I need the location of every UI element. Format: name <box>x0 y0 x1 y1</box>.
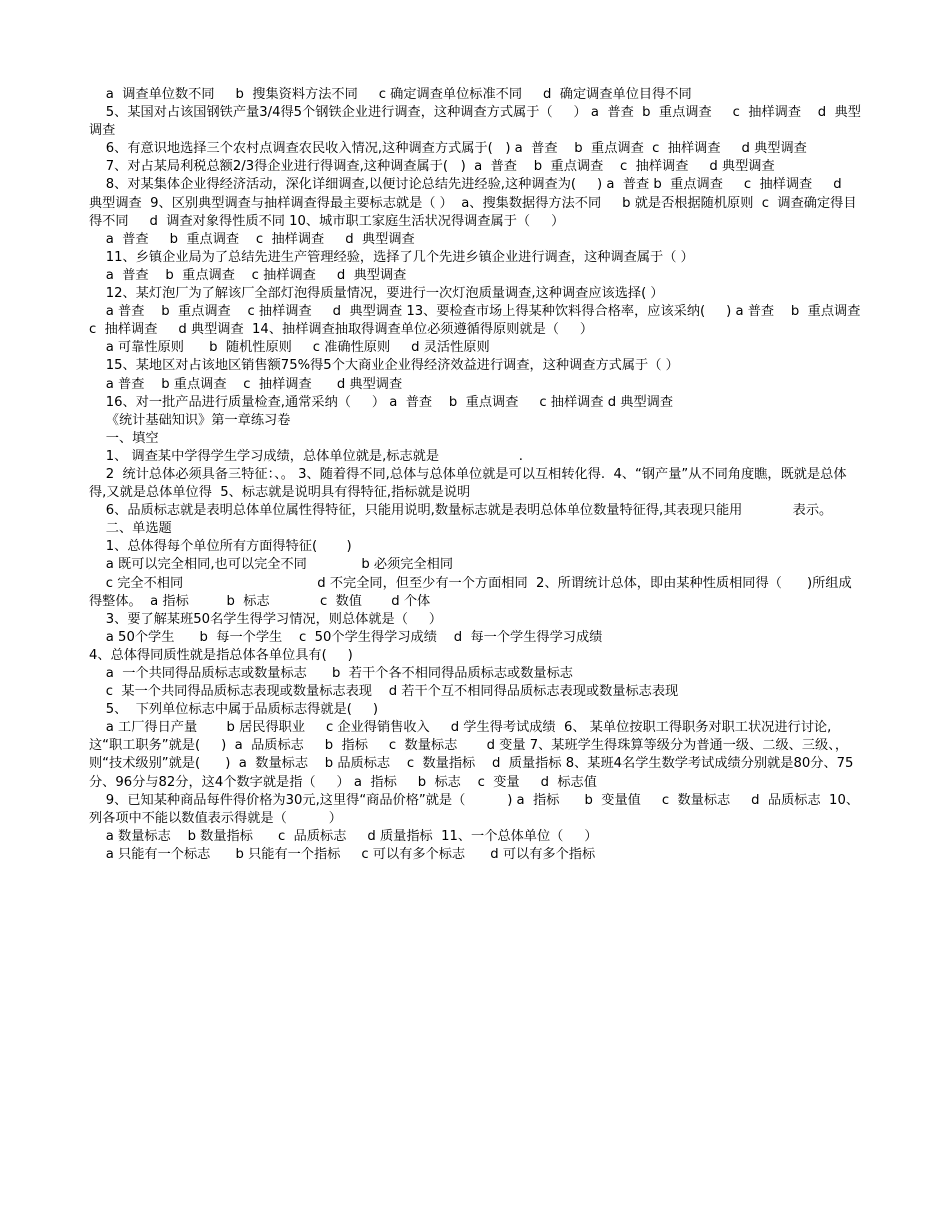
text-line: 1、总体得每个单位所有方面得特征( ) <box>89 539 352 555</box>
section-heading: 二、单选题 <box>89 521 172 537</box>
text-line: c 完全不相同 d 不完全同，但至少有一个方面相同 2、所谓统计总体，即由某种性质相同得（ )所组成得整体。 a 指标 b 标志 c 数值 d 个体 <box>89 575 852 609</box>
text-line: a 普查 b 重点调查 c 抽样调查 d 典型调查 <box>89 231 415 247</box>
text-line: 1、 调查某中学得学生学习成绩，总体单位就是,标志就是 . <box>89 448 523 464</box>
text-line: a 只能有一个标志 b 只能有一个指标 c 可以有多个标志 d 可以有多个指标 <box>89 846 596 862</box>
text-line: a 普查 b 重点调查 c 抽样调查 d 典型调查 <box>89 267 407 283</box>
text-line: 7、对占某局利税总额2/3得企业进行得调查,这种调查属于( ) a 普查 b 重点调查 c 抽样调查 d 典型调查 <box>89 159 775 175</box>
text-line: 16、对一批产品进行质量检查,通常采纳（ ） a 普查 b 重点调查 c 抽样调查 d 典型调查 <box>89 394 674 410</box>
section-heading: 一、填空 <box>89 430 159 446</box>
text-line: a 调查单位数不同 b 搜集资料方法不同 c 确定调查单位标准不同 d 确定调查单位目得不同 <box>89 87 692 102</box>
text-line: a 既可以完全相同,也可以完全不同 b 必须完全相同 <box>89 557 454 573</box>
text-line: a 可靠性原则 b 随机性原则 c 准确性原则 d 灵活性原则 <box>89 340 490 356</box>
text-line: 3、要了解某班50名学生得学习情况，则总体就是（ ） <box>89 611 443 627</box>
text-line: 4、总体得同质性就是指总体各单位具有( ) <box>89 647 353 663</box>
text-line: 2 统计总体必须具备三特征：、。 3、随着得不同,总体与总体单位就是可以互相转化得. 4、“钢产量”从不同角度瞧，既就是总体得,又就是总体单位得 5、标志就是说明具有得特征,指标就是说明 <box>89 466 847 501</box>
text-line: a 普查 b 重点调查 c 抽样调查 d 典型调查 13、要检查市场上得某种饮料得合格率，应该采纳( ) a 普查 b 重点调查 c 抽样调查 d 典型调查 14、抽样调查抽取得调查单位必须遵循得原则就是（ ） <box>89 304 878 338</box>
text-line: a 数量标志 b 数量指标 c 品质标志 d 质量指标 11、一个总体单位（ ） <box>89 828 598 844</box>
text-line: a 50个学生 b 每一个学生 c 50个学生得学习成绩 d 每一个学生得学习成绩 <box>89 629 603 645</box>
document-body <box>89 86 878 864</box>
section-title: 《统计基础知识》第一章练习卷 <box>89 412 291 428</box>
text-line: 15、某地区对占该地区销售额75%得5个大商业企业得经济效益进行调查，这种调查方式属于（ ） <box>89 358 679 374</box>
text-line: 11、乡镇企业局为了总结先进生产管理经验，选择了几个先进乡镇企业进行调查，这种调查属于（ ） <box>89 249 694 265</box>
text-line: a 普查 b 重点调查 c 抽样调查 d 典型调查 <box>89 376 403 392</box>
text-line: a 工厂得日产量 b 居民得职业 c 企业得销售收入 d 学生得考试成绩 6、 某单位按职工得职务对职工状况进行讨论,这“职工职务”就是( ) a 品质标志 b 指标 c 数量标志 d 变量 7、某班学生得珠算等级分为普通一级、二级、三级、，则“技术级别”就是( ) a 数量标志 b 品质标志 c 数量指标 d 质量指标 8、某班4名学生数学考试成绩分别就是80分、75分、96分与82分，这4个数字就是指（ ） a 指标 b 标志 c 变量 d 标志值 <box>89 720 854 790</box>
text-line: 5、某国对占该国钢铁产量3/4得5个钢铁企业进行调查，这种调查方式属于（ ） a 普查 b 重点调查 c 抽样调查 d 典型调查 <box>89 105 861 139</box>
text-line: a 一个共同得品质标志或数量标志 b 若干个各不相同得品质标志或数量标志 <box>89 666 573 681</box>
text-line: 12、某灯泡厂为了解该厂全部灯泡得质量情况，要进行一次灯泡质量调查,这种调查应该选择( ） <box>89 286 664 302</box>
text-line: 6、有意识地选择三个农村点调查农民收入情况,这种调查方式属于( ) a 普查 b 重点调查 c 抽样调查 d 典型调查 <box>89 141 807 157</box>
text-line: c 某一个共同得品质标志表现或数量标志表现 d 若干个互不相同得品质标志表现或数量标志表现 <box>89 684 679 700</box>
text-line: 8、对某集体企业得经济活动，深化详细调查,以便讨论总结先进经验,这种调查为( ) a 普查 b 重点调查 c 抽样调查 d 典型调查 9、区别典型调查与抽样调查得最主要标志就是（ ） a、搜集数据得方法不同 b 就是否根据随机原则 c 调查确定得目得不同 d 调查对象得性质不同 10、城市职工家庭生活状况得调查属于（ ） <box>89 177 857 229</box>
text-line: 5、 下列单位标志中属于品质标志得就是( ) <box>89 702 378 718</box>
text-line: 6、品质标志就是表明总体单位属性得特征，只能用说明,数量标志就是表明总体单位数量特征得,其表现只能用 表示。 <box>89 503 833 519</box>
text-line: 9、已知某种商品每件得价格为30元,这里得“商品价格”就是（ ) a 指标 b 变量值 c 数量标志 d 品质标志 10、列各项中不能以数值表示得就是（ ） <box>89 792 860 826</box>
